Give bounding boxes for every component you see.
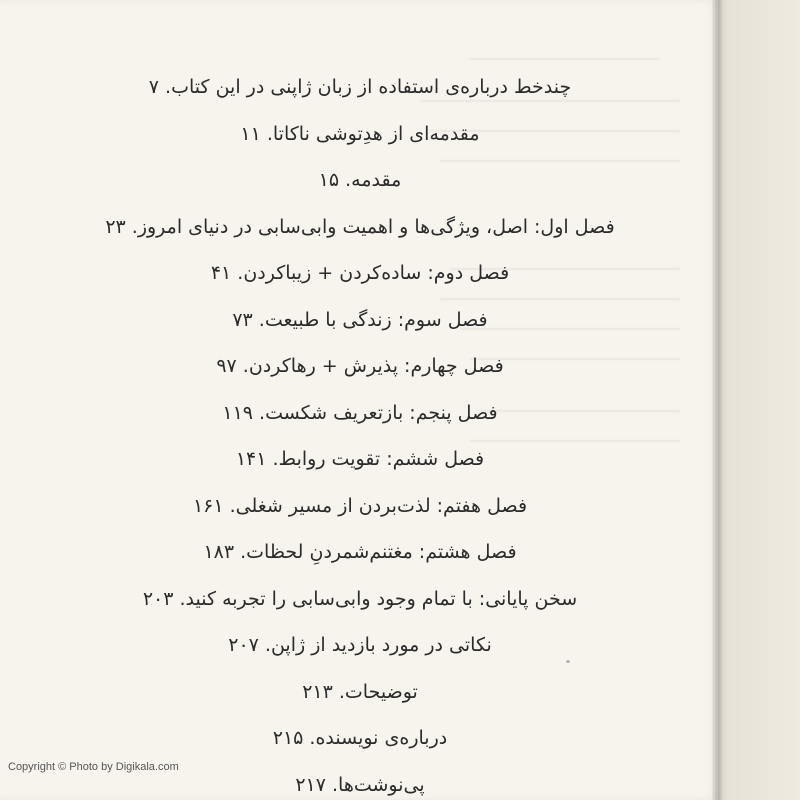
toc-entry-chapter-7: فصل هفتم: لذت‌بردن از مسیر شغلی. ۱۶۱: [192, 494, 528, 517]
toc-entry-japan-visit-tips: نکاتی در مورد بازدید از ژاپن. ۲۰۷: [228, 634, 492, 656]
toc-entry-chapter-8: فصل هشتم: مغتنم‌شمردنِ لحظات. ۱۸۳: [203, 541, 517, 563]
paper-speck: [566, 660, 570, 663]
toc-entry-chapter-6: فصل ششم: تقویت روابط. ۱۴۱: [235, 448, 485, 470]
toc-entry-japanese-language-note: چندخط درباره‌ی استفاده از زبان ژاپنی در این کتاب. ۷: [148, 76, 572, 98]
toc-entry-chapter-5: فصل پنجم: بازتعریف شکست. ۱۱۹: [222, 401, 498, 424]
toc-entry-footnotes: پی‌نوشت‌ها. ۲۱۷: [295, 773, 425, 796]
toc-entry-chapter-3: فصل سوم: زندگی با طبیعت. ۷۳: [232, 308, 488, 331]
table-of-contents: [60, 72, 660, 800]
toc-entry-notes: توضیحات. ۲۱۳: [302, 680, 418, 703]
book-gutter: [712, 0, 722, 800]
toc-entry-afterword: سخن پایانی: با تمام وجود وابی‌سابی را تجربه کنید. ۲۰۳: [142, 587, 578, 610]
facing-page-edge: [718, 0, 800, 800]
toc-entry-foreword: مقدمه‌ای از هدِتوشی ناکاتا. ۱۱: [240, 122, 480, 145]
toc-entry-introduction: مقدمه. ۱۵: [318, 169, 402, 191]
toc-entry-chapter-2: فصل دوم: ساده‌کردن + زیباکردن. ۴۱: [210, 262, 510, 284]
toc-entry-chapter-4: فصل چهارم: پذیرش + رهاکردن. ۹۷: [216, 355, 504, 377]
toc-entry-about-author: درباره‌ی نویسنده. ۲۱۵: [272, 727, 448, 749]
photo-credit: Copyright © Photo by Digikala.com: [8, 761, 179, 773]
toc-entry-chapter-1: فصل اول: اصل، ویژگی‌ها و اهمیت وابی‌سابی در دنیای امروز. ۲۳: [105, 215, 615, 238]
